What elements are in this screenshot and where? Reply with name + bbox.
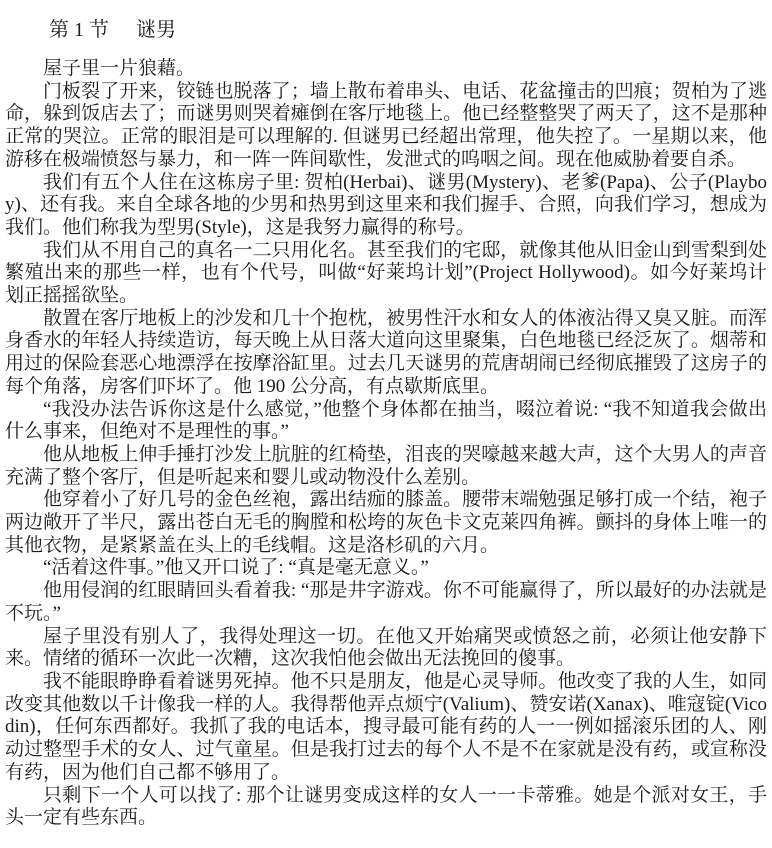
- paragraph: “活着这件事。”他又开口说了: “真是毫无意义。”: [43, 557, 429, 579]
- paragraph: 我不能眼睁睁看着谜男死掉。他不只是朋友，他是心灵导师。他改变了我的人生，如同改变其他数以千计像我一样的人。我得帮他弄点烦宁(Valium)、赞安诺(Xanax)、唯寇锭(Vicodin)，任何东西都好。我抓了我的电话本，搜寻最可能有药的人一一例如摇滚乐团的人、刚动过整型手术的女人、过气童星。但是我打过去的每个人不是不在家就是没有药，或宣称没有药，因为他们自己都不够用了。: [5, 670, 767, 783]
- paragraph: 只剩下一个人可以找了: 那个让谜男变成这样的女人一一卡蒂雅。她是个派对女王，手头一定有些东西。: [5, 784, 767, 829]
- paragraph: 门板裂了开来，铰链也脱落了；墙上散布着串头、电话、花盆撞击的凹痕；贺柏为了逃命，躲到饭店去了；而谜男则哭着瘫倒在客厅地毯上。他已经整整哭了两天了，这不是那种正常的哭泣。正常的眼泪是可以理解的. 但谜男已经超出常理，他失控了。一星期以来，他游移在极端愤怒与暴力，和一阵一阵间歇性，发泄式的呜咽之间。现在他威胁着要自杀。: [5, 80, 767, 170]
- body-text: [5, 58, 767, 830]
- paragraph: “我没办法告诉你这是什么感觉，”他整个身体都在抽当，啜泣着说: “我不知道我会做出什么事来，但绝对不是理性的事。”: [5, 398, 767, 443]
- section-label: 第 1 节: [49, 19, 109, 41]
- paragraph: 我们有五个人住在这栋房子里: 贺柏(Herbai)、谜男(Mystery)、老爹(Papa)、公子(Playboy)、还有我。来自全球各地的少男和热男到这里来和我们握手、合照，向我们学习，想成为我们。他们称我为型男(Style)，这是我努力赢得的称号。: [5, 171, 767, 238]
- paragraph: 他用侵润的红眼睛回头看着我: “那是井字游戏。你不可能赢得了，所以最好的办法就是不玩。”: [5, 580, 767, 624]
- paragraph: 他穿着小了好几号的金色丝袍，露出结痂的膝盖。腰带末端勉强足够打成一个结，袍子两边敞开了半尺，露出苍白无毛的胸膛和松垮的灰色卡文克莱四角裤。颤抖的身体上唯一的其他衣物，是紧紧盖在头上的毛线帽。这是洛杉矶的六月。: [5, 489, 767, 556]
- section-heading: [5, 18, 767, 43]
- paragraph: 散置在客厅地板上的沙发和几十个抱枕，被男性汗水和女人的体液沾得又臭又脏。而浑身香水的年轻人持续造访，每天晚上从日落大道向这里聚集，白色地毯已经泛灰了。烟蒂和用过的保险套恶心地漂浮在按摩浴缸里。过去几天谜男的荒唐胡闹已经彻底摧毁了这房子的每个角落，房客们吓坏了。他 190 公分高，有点歇斯底里。: [5, 307, 767, 397]
- document-page: [0, 18, 772, 848]
- paragraph: 他从地板上伸手捶打沙发上肮脏的红椅垫，泪丧的哭嚎越来越大声，这个大男人的声音充满了整个客厅，但是听起来和婴儿或动物没什么差别。: [5, 443, 767, 488]
- paragraph: 我们从不用自己的真名一二只用化名。甚至我们的宅邸，就像其他从旧金山到雪梨到处繁殖出来的那些一样，也有个代号，叫做“好莱坞计划”(Project Hollywood)。如今好莱坞计划正摇摇欲坠。: [5, 239, 767, 307]
- paragraph: 屋子里没有别人了，我得处理这一切。在他又开始痛哭或愤怒之前，必须让他安静下来。情绪的循环一次此一次糟，这次我怕他会做出无法挽回的傻事。: [5, 625, 767, 670]
- paragraph: 屋子里一片狼藉。: [43, 58, 196, 79]
- section-title: 谜男: [136, 19, 176, 41]
